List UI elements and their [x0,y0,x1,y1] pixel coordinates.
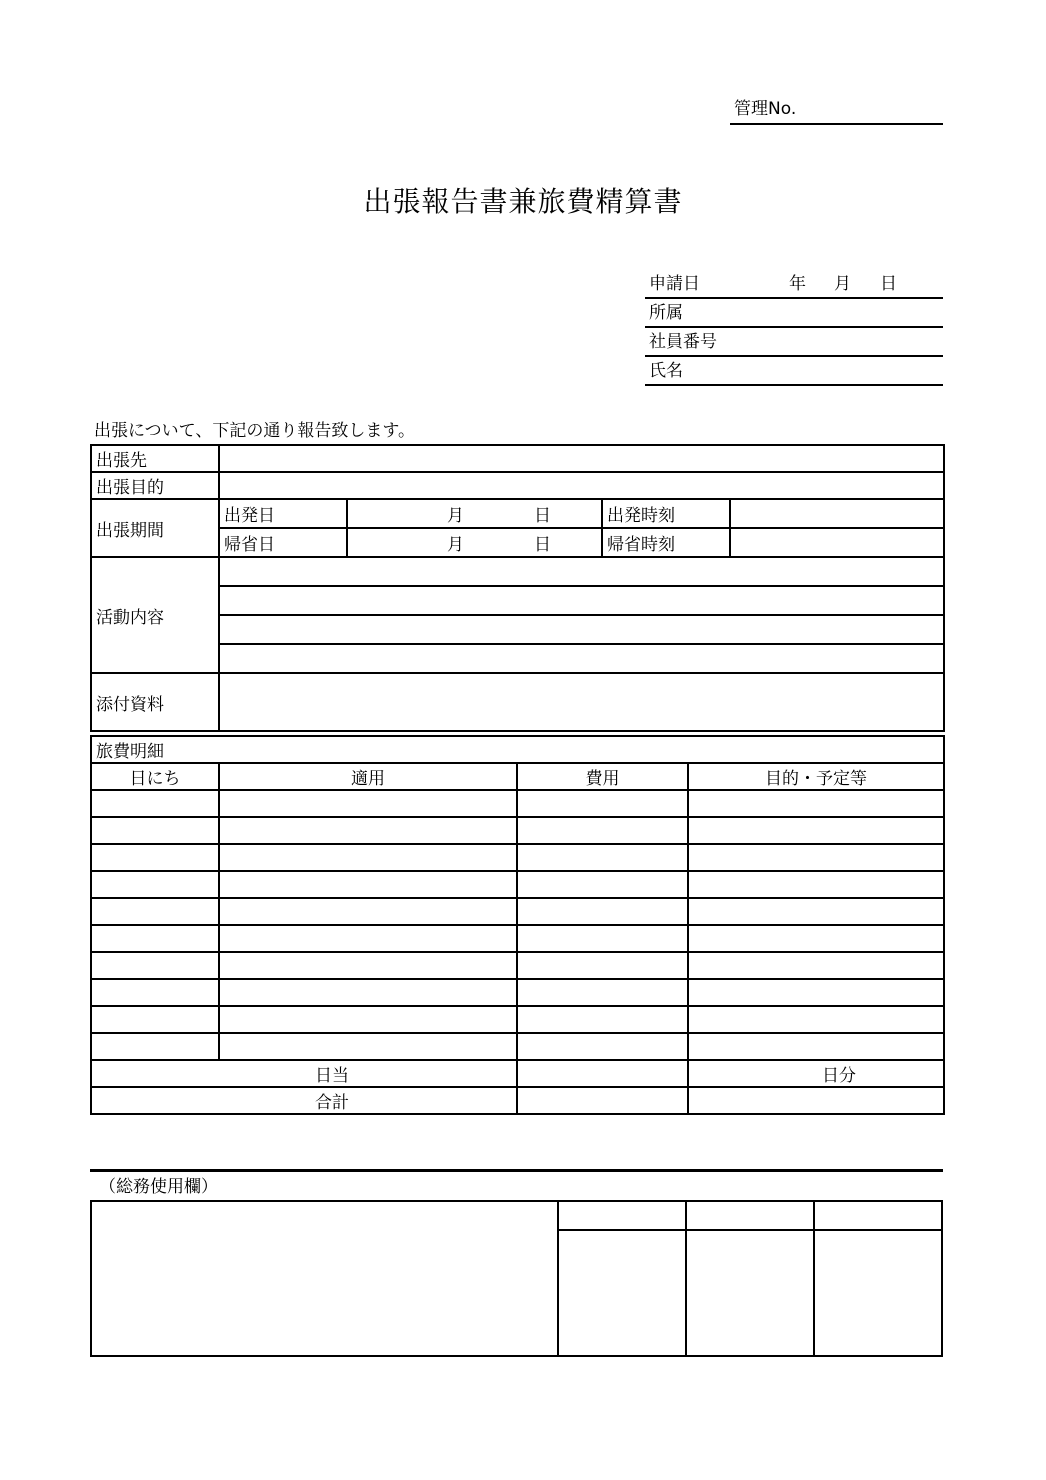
cell[interactable] [219,1033,517,1060]
cell[interactable] [688,979,944,1006]
cell[interactable] [688,952,944,979]
cell[interactable] [91,790,219,817]
activity-line[interactable] [219,557,944,586]
cell[interactable] [219,952,517,979]
cell[interactable] [688,871,944,898]
table-row [91,817,944,844]
admin-header-line [557,1229,943,1231]
table-row [91,979,944,1006]
cell[interactable] [517,898,688,925]
destination-label: 出張先 [91,445,219,472]
table-row [91,952,944,979]
cell[interactable] [517,790,688,817]
table-row [91,1006,944,1033]
cell[interactable] [91,952,219,979]
admin-stamp-cell-1[interactable] [559,1202,685,1229]
cell[interactable] [517,871,688,898]
activity-line[interactable] [219,615,944,644]
cell[interactable] [219,871,517,898]
table-row [91,790,944,817]
depart-month: 月 [447,506,464,526]
cell[interactable] [219,1006,517,1033]
cell[interactable] [688,1033,944,1060]
attachments-label: 添付資料 [91,673,219,731]
cell[interactable] [219,790,517,817]
year-label: 年 [789,274,806,294]
cell[interactable] [219,844,517,871]
admin-notes-area[interactable] [92,1202,557,1355]
cell[interactable] [688,925,944,952]
total-label: 合計 [91,1087,517,1114]
return-time-label: 帰省時刻 [602,528,730,557]
admin-stamp-cell-3[interactable] [815,1202,941,1229]
month-label: 月 [834,274,851,294]
cell[interactable] [517,1006,688,1033]
table-row [91,1033,944,1060]
cell[interactable] [219,817,517,844]
cell[interactable] [91,1033,219,1060]
cell[interactable] [688,790,944,817]
return-date-field[interactable] [347,528,602,557]
name-line [645,384,943,386]
management-no-label: 管理No. [734,99,797,119]
return-day: 日 [534,535,551,555]
header-purpose: 目的・予定等 [688,763,944,790]
cell[interactable] [91,871,219,898]
cell[interactable] [219,979,517,1006]
cell[interactable] [688,817,944,844]
attachments-field[interactable] [219,673,944,731]
period-label: 出張期間 [91,499,219,557]
document-title: 出張報告書兼旅費精算書 [363,185,683,218]
activity-line[interactable] [219,586,944,615]
employee-number-label: 社員番号 [649,332,717,352]
header-date: 日にち [91,763,219,790]
table-row [91,898,944,925]
activity-label: 活動内容 [91,557,219,673]
purpose-field[interactable] [219,472,944,499]
admin-section-label: （総務使用欄） [99,1177,218,1197]
cell[interactable] [517,844,688,871]
cell[interactable] [91,898,219,925]
cell[interactable] [91,979,219,1006]
admin-stamp-cell-2[interactable] [687,1202,813,1229]
return-month: 月 [447,535,464,555]
cell[interactable] [688,1006,944,1033]
name-label: 氏名 [649,361,683,381]
admin-divider [90,1169,943,1172]
department-line [645,326,943,328]
department-label: 所属 [649,303,683,323]
management-no-line [730,123,943,125]
total-field[interactable] [517,1087,688,1114]
depart-date-label: 出発日 [219,499,347,528]
cell[interactable] [517,1033,688,1060]
cell[interactable] [91,925,219,952]
employee-number-line [645,355,943,357]
cell[interactable] [91,844,219,871]
destination-field[interactable] [219,445,944,472]
table-row [91,925,944,952]
return-date-label: 帰省日 [219,528,347,557]
table-row [91,871,944,898]
depart-time-field[interactable] [730,499,944,528]
purpose-label: 出張目的 [91,472,219,499]
intro-text: 出張について、下記の通り報告致します。 [94,421,415,441]
expense-table [90,735,945,1115]
depart-time-label: 出発時刻 [602,499,730,528]
cell[interactable] [517,952,688,979]
table-row [91,844,944,871]
cell[interactable] [517,817,688,844]
return-time-field[interactable] [730,528,944,557]
cell[interactable] [91,1006,219,1033]
total-extra-field[interactable] [688,1087,944,1114]
expense-section-label: 旅費明細 [91,736,944,763]
depart-day: 日 [534,506,551,526]
header-cost: 費用 [517,763,688,790]
days-label: 日分 [688,1060,944,1087]
day-label: 日 [880,274,897,294]
daily-allowance-field[interactable] [517,1060,688,1087]
cell[interactable] [688,844,944,871]
daily-allowance-label: 日当 [91,1060,517,1087]
date-line [645,297,943,299]
trip-table [90,444,945,732]
application-date-label: 申請日 [649,274,700,294]
depart-date-field[interactable] [347,499,602,528]
cell[interactable] [688,898,944,925]
cell[interactable] [219,898,517,925]
activity-line[interactable] [219,644,944,673]
cell[interactable] [91,817,219,844]
header-description: 適用 [219,763,517,790]
cell[interactable] [517,979,688,1006]
cell[interactable] [219,925,517,952]
cell[interactable] [517,925,688,952]
